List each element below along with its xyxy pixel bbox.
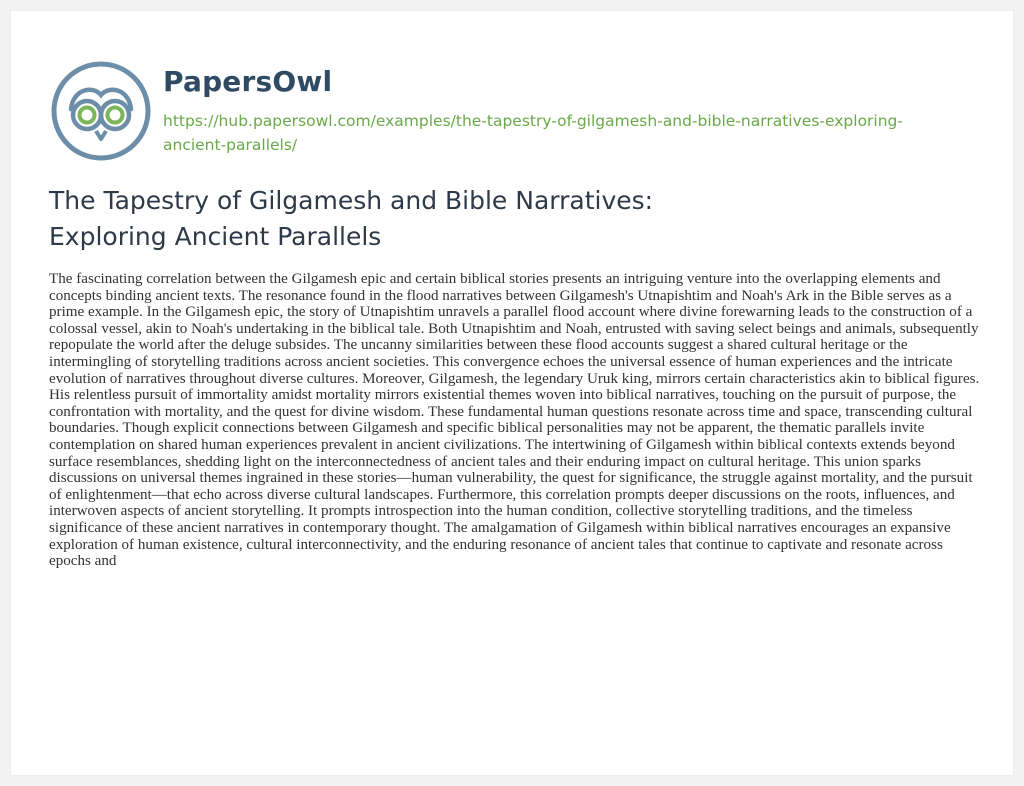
title-line-2: Exploring Ancient Parallels [49,222,382,251]
source-url-link[interactable]: https://hub.papersowl.com/examples/the-tapestry-of-gilgamesh-and-bible-narratives-exploring-ancient-parallels/ [163,112,903,154]
brand-header [49,59,903,163]
document-page [10,10,1014,776]
essay-body: The fascinating correlation between the Gilgamesh epic and certain biblical stories presents an intriguing venture into the overlapping elements and concepts binding ancient texts. The resonance found in the flood narratives between Gilgamesh's Utnapishtim and Noah's Ark in the Bible serves as a prime example. In the Gilgamesh epic, the story of Utnapishtim unravels a parallel flood account where divine forewarning leads to the construction of a colossal vessel, akin to Noah's undertaking in the biblical tale. Both Utnapishtim and Noah, entrusted with saving select beings and animals, subsequently repopulate the world after the deluge subsides. The uncanny similarities between these flood accounts suggest a shared cultural heritage or the intermingling of storytelling traditions across ancient societies. This convergence echoes the universal essence of human experiences and the intricate evolution of narratives throughout diverse cultures. Moreover, Gilgamesh, the legendary Uruk king, mirrors certain characteristics akin to biblical figures. His relentless pursuit of immortality amidst mortality mirrors existential themes woven into biblical narratives, touching on the pursuit of purpose, the confrontation with mortality, and the quest for divine wisdom. These fundamental human questions resonate across time and space, transcending cultural boundaries. Though explicit connections between Gilgamesh and specific biblical personalities may not be apparent, the thematic parallels invite contemplation on shared human experiences prevalent in ancient civilizations. The intertwining of Gilgamesh within biblical contexts extends beyond surface resemblances, shedding light on the interconnectedness of ancient tales and their enduring impact on cultural heritage. This union sparks discussions on universal themes ingrained in these stories—human vulnerability, the quest for significance, the struggle against mortality, and the pursuit of enlightenment—that echo across diverse cultural landscapes. Furthermore, this correlation prompts deeper discussions on the roots, influences, and interwoven aspects of ancient storytelling. It prompts introspection into the human condition, collective storytelling traditions, and the timeless significance of these ancient narratives in contemporary thought. The amalgamation of Gilgamesh within biblical narratives encourages an expansive exploration of human existence, cultural interconnectivity, and the enduring resonance of ancient tales that continue to captivate and resonate across epochs and [49,271,980,570]
owl-logo-icon [49,59,153,163]
brand-name: PapersOwl [163,65,333,98]
title-line-1: The Tapestry of Gilgamesh and Bible Narratives: [49,186,654,215]
brand-block [163,59,903,157]
page-title [49,183,979,255]
